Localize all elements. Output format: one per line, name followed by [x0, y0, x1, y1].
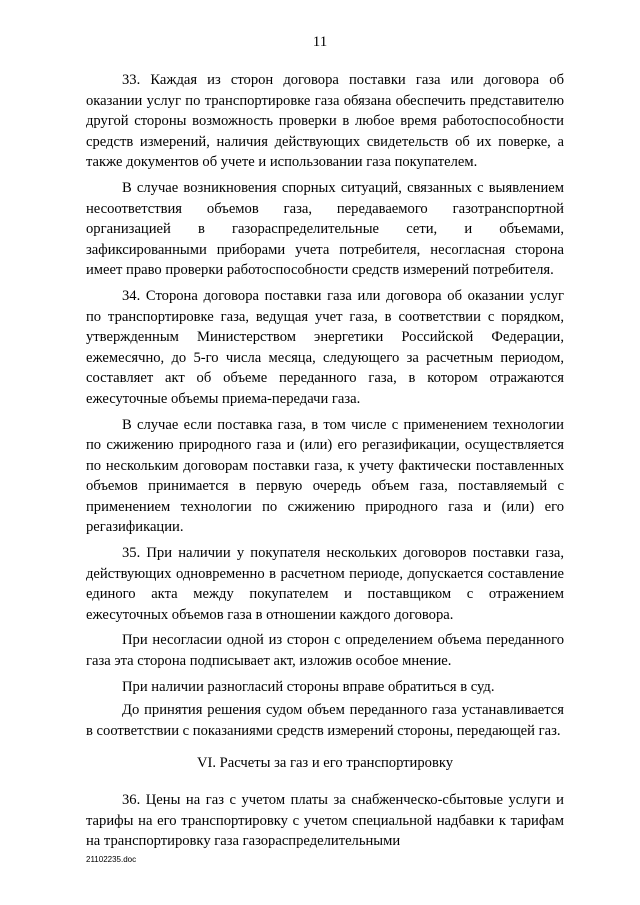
paragraph-35-court: При наличии разногласий стороны вправе обратиться в суд.	[122, 678, 495, 695]
page-number: 11	[312, 34, 328, 50]
paragraph-34: 34. Сторона договора поставки газа или договора об оказании услуг по транспортировке газа, ведущая учет газа, в соответствии с порядком, утвержденным Министерством энергетики Российской Федерации, ежемесячно, до 5-го числа месяца, следующего за расчетным периодом, составляет акт об объеме переданного газа, в котором отражаются ежесуточные объемы приема-передачи газа.	[86, 287, 564, 407]
paragraph-34-lng: В случае если поставка газа, в том числе с применением технологии по сжижению природного газа и (или) его регазификации, осуществляется по нескольким договорам поставки газа, к учету фактически поставленных объемов принимается в первую очередь объем газа, поставляемый с применением технологии по сжижению природного газа и (или) его регазификации.	[86, 416, 564, 536]
paragraph-35-interim: До принятия решения судом объем переданного газа устанавливается в соответствии с показаниями средств измерений стороны, передающей газ.	[86, 702, 564, 739]
paragraph-35: 35. При наличии у покупателя нескольких договоров поставки газа, действующих одновременно в расчетном периоде, допускается составление единого акта между покупателем и поставщиком с отражением ежесуточных объемов газа в отношении каждого договора.	[86, 545, 564, 623]
paragraph-33: 33. Каждая из сторон договора поставки газа или договора об оказании услуг по транспортировке газа обязана обеспечить представителю другой стороны возможность проверки в любое время работоспособности средств измерений, наличия действующих свидетельств об их поверке, а также документов об учете и использовании газа покупателем.	[86, 72, 564, 171]
section-title: VI. Расчеты за газ и его транспортировку	[196, 755, 454, 772]
document-body	[86, 70, 564, 857]
paragraph-33-dispute: В случае возникновения спорных ситуаций, связанных с выявлением несоответствия объемов газа, передаваемого газотранспортной организацией в газораспределительные сети, и объемами, зафиксированными приборами учета потребителя, несогласная сторона имеет право проверки работоспособности средств измерений потребителя.	[86, 179, 564, 279]
footer-filename: 21102235.doc	[86, 855, 137, 864]
paragraph-36: 36. Цены на газ с учетом платы за снабженческо-сбытовые услуги и тарифы на его транспортировку с учетом специальной надбавки к тарифам на транспортировку газа газораспределительными	[86, 792, 564, 850]
paragraph-35-disagreement: При несогласии одной из сторон с определением объема переданного газа эта сторона подписывает акт, изложив особое мнение.	[86, 632, 564, 670]
